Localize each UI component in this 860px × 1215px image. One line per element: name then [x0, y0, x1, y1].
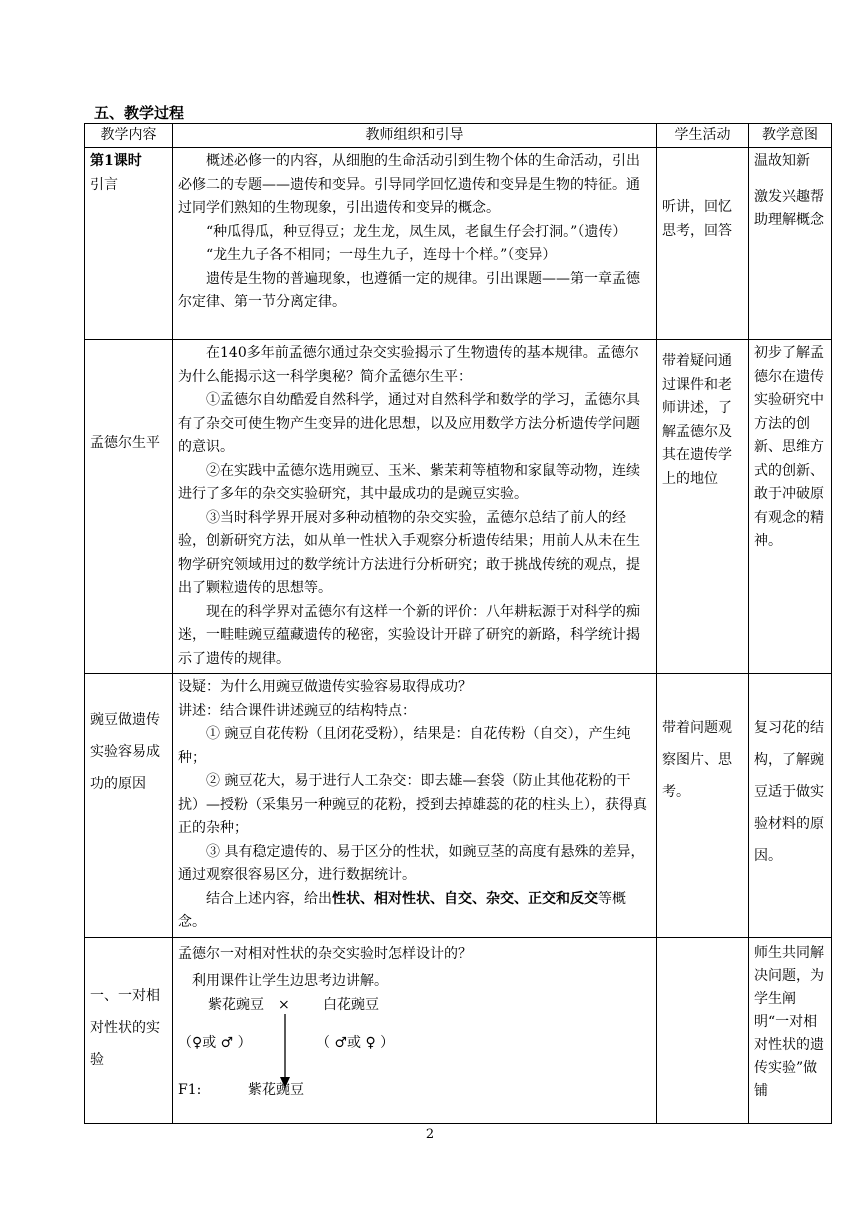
row2-content	[85, 340, 173, 674]
guide-paragraph: 在140多年前孟德尔通过杂交实验揭示了生物遗传的基本规律。孟德尔为什么能揭示这一科学奥秘？简介孟德尔生平：	[178, 345, 639, 385]
parent-left: 紫花豌豆	[208, 996, 264, 1013]
row3-content-text: 豌豆做遗传实验容易成功的原因	[90, 712, 160, 792]
header-intent: 教学意图	[749, 124, 832, 148]
intent-text: 激发兴趣帮助理解概念	[754, 188, 824, 228]
guide-paragraph: ③当时科学界开展对多种动植物的杂交实验，孟德尔总结了前人的经验，创新研究方法，如从单一性状入手观察分析遗传结果；用前人从未在生物学研究领域用过的数学统计方法进行分析研究；敢于挑战传统的观点，提出了颗粒遗传的思想等。	[178, 509, 640, 596]
summary-suffix: 等概念。	[178, 890, 626, 930]
f1-value: 紫花豌豆	[248, 1081, 304, 1098]
page-number: 2	[425, 1127, 435, 1142]
header-content: 教学内容	[85, 124, 173, 148]
guide-paragraph: 遗传是生物的普遍现象，也遵循一定的规律。引出课题——第一章孟德尔定律、第一节分离定律。	[178, 270, 640, 310]
row4-intent	[749, 937, 832, 1123]
f1-label: F1:	[178, 1081, 202, 1098]
header-guide: 教师组织和引导	[173, 124, 657, 148]
guide-paragraph: ① 豌豆自花传粉（且闭花受粉），结果是：自花传粉（自交），产生纯种；	[178, 726, 631, 766]
guide-paragraph: ② 豌豆花大，易于进行人工杂交：即去雄—套袋（防止其他花粉的干扰）—授粉（采集另一种豌豆的花粉，授到去掉雄蕊的花的柱头上），获得真正的杂种；	[178, 773, 647, 836]
intent-text: 初步了解孟德尔在遗传实验研究中方法的创新、思维方式的创新、敢于冲破原有观念的精神。	[754, 345, 824, 549]
lesson-label: 第1课时	[90, 153, 142, 169]
activity-text: 带着问题观察图片、思考。	[662, 720, 732, 800]
row2-guide	[173, 340, 657, 674]
guide-paragraph: ③ 具有稳定遗传的、易于区分的性状，如豌豆茎的高度有悬殊的差异，通过观察很容易区分，进行数据统计。	[178, 843, 645, 883]
row4-activity	[657, 937, 749, 1123]
row4-content	[85, 937, 173, 1123]
guide-paragraph: 现在的科学界对孟德尔有这样一个新的评价：八年耕耘源于对科学的痴迷，一畦畦豌豆蕴藏遗传的秘密，实验设计开辟了研究的新路，科学统计揭示了遗传的规律。	[178, 603, 640, 667]
row3-activity	[657, 674, 749, 938]
row2-intent	[749, 340, 832, 674]
row2-content-text: 孟德尔生平	[90, 435, 160, 451]
guide-intro: 讲述：结合课件讲述豌豆的结构特点：	[178, 702, 416, 719]
row1-guide	[173, 148, 657, 340]
activity-text: 带着疑问通过课件和老师讲述，了解孟德尔及其在遗传学上的地位	[662, 353, 732, 487]
header-activity: 学生活动	[657, 124, 749, 148]
row2-activity	[657, 340, 749, 674]
cross-diagram	[178, 994, 651, 1104]
table-row	[85, 340, 832, 674]
summary-concepts: 性状、相对性状、自交、杂交、正交和反交	[332, 890, 598, 907]
table-row	[85, 937, 832, 1123]
teaching-process-table	[84, 123, 832, 1124]
cross-arrow	[278, 1014, 292, 1089]
intent-text: 复习花的结构，了解豌豆适于做实验材料的原因。	[754, 720, 824, 864]
row1-content-text: 引言	[90, 176, 118, 193]
row1-content	[85, 148, 173, 340]
row3-intent	[749, 674, 832, 938]
guide-question: 设疑：为什么用豌豆做遗传实验容易取得成功？	[178, 679, 472, 695]
row1-activity	[657, 148, 749, 340]
guide-paragraph: 概述必修一的内容，从细胞的生命活动引到生物个体的生命活动，引出必修二的专题——遗传和变异。引导同学回忆遗传和变异是生物的特征。通过同学们熟知的生物现象，引出遗传和变异的概念。	[178, 153, 640, 216]
sex-right: （ ♂或 ♀ ）	[316, 1034, 395, 1051]
cross-symbol: ×	[278, 996, 290, 1013]
row4-guide	[173, 937, 657, 1123]
guide-summary	[178, 888, 651, 935]
table-header-row	[85, 124, 832, 148]
intent-text: 温故知新	[754, 153, 810, 169]
guide-intro: 利用课件让学生边思考边讲解。	[192, 973, 388, 989]
table-row	[85, 674, 832, 938]
section-title: 五、教学过程	[94, 104, 185, 122]
guide-question: 孟德尔一对相对性状的杂交实验时怎样设计的？	[178, 945, 472, 962]
row1-intent	[749, 148, 832, 340]
guide-paragraph: ②在实践中孟德尔选用豌豆、玉米、紫茉莉等植物和家鼠等动物，连续进行了多年的杂交实验研究，其中最成功的是豌豆实验。	[178, 462, 640, 502]
guide-paragraph: ①孟德尔自幼酷爱自然科学，通过对自然科学和数学的学习，孟德尔具有了杂交可使生物产生变异的进化思想，以及应用数学方法分析遗传学问题的意识。	[178, 392, 640, 455]
row4-content-text: 一、一对相对性状的实验	[90, 987, 160, 1068]
summary-prefix: 结合上述内容，给出	[206, 890, 332, 907]
parent-right: 白花豌豆	[323, 996, 379, 1013]
row3-content	[85, 674, 173, 938]
activity-text: 听讲，回忆思考，回答	[662, 199, 732, 239]
sex-left: （♀或 ♂ ）	[178, 1034, 252, 1051]
intent-text: 师生共同解决问题，为学生阐明“一对相对性状的遗传实验”做铺	[754, 944, 824, 1099]
row3-guide	[173, 674, 657, 938]
guide-paragraph: “龙生九子各不相同；一母生九子，连母十个样。”（变异）	[206, 247, 557, 263]
table-row	[85, 148, 832, 340]
guide-paragraph: “种瓜得瓜，种豆得豆；龙生龙，凤生凤，老鼠生仔会打洞。”（遗传）	[206, 223, 627, 240]
